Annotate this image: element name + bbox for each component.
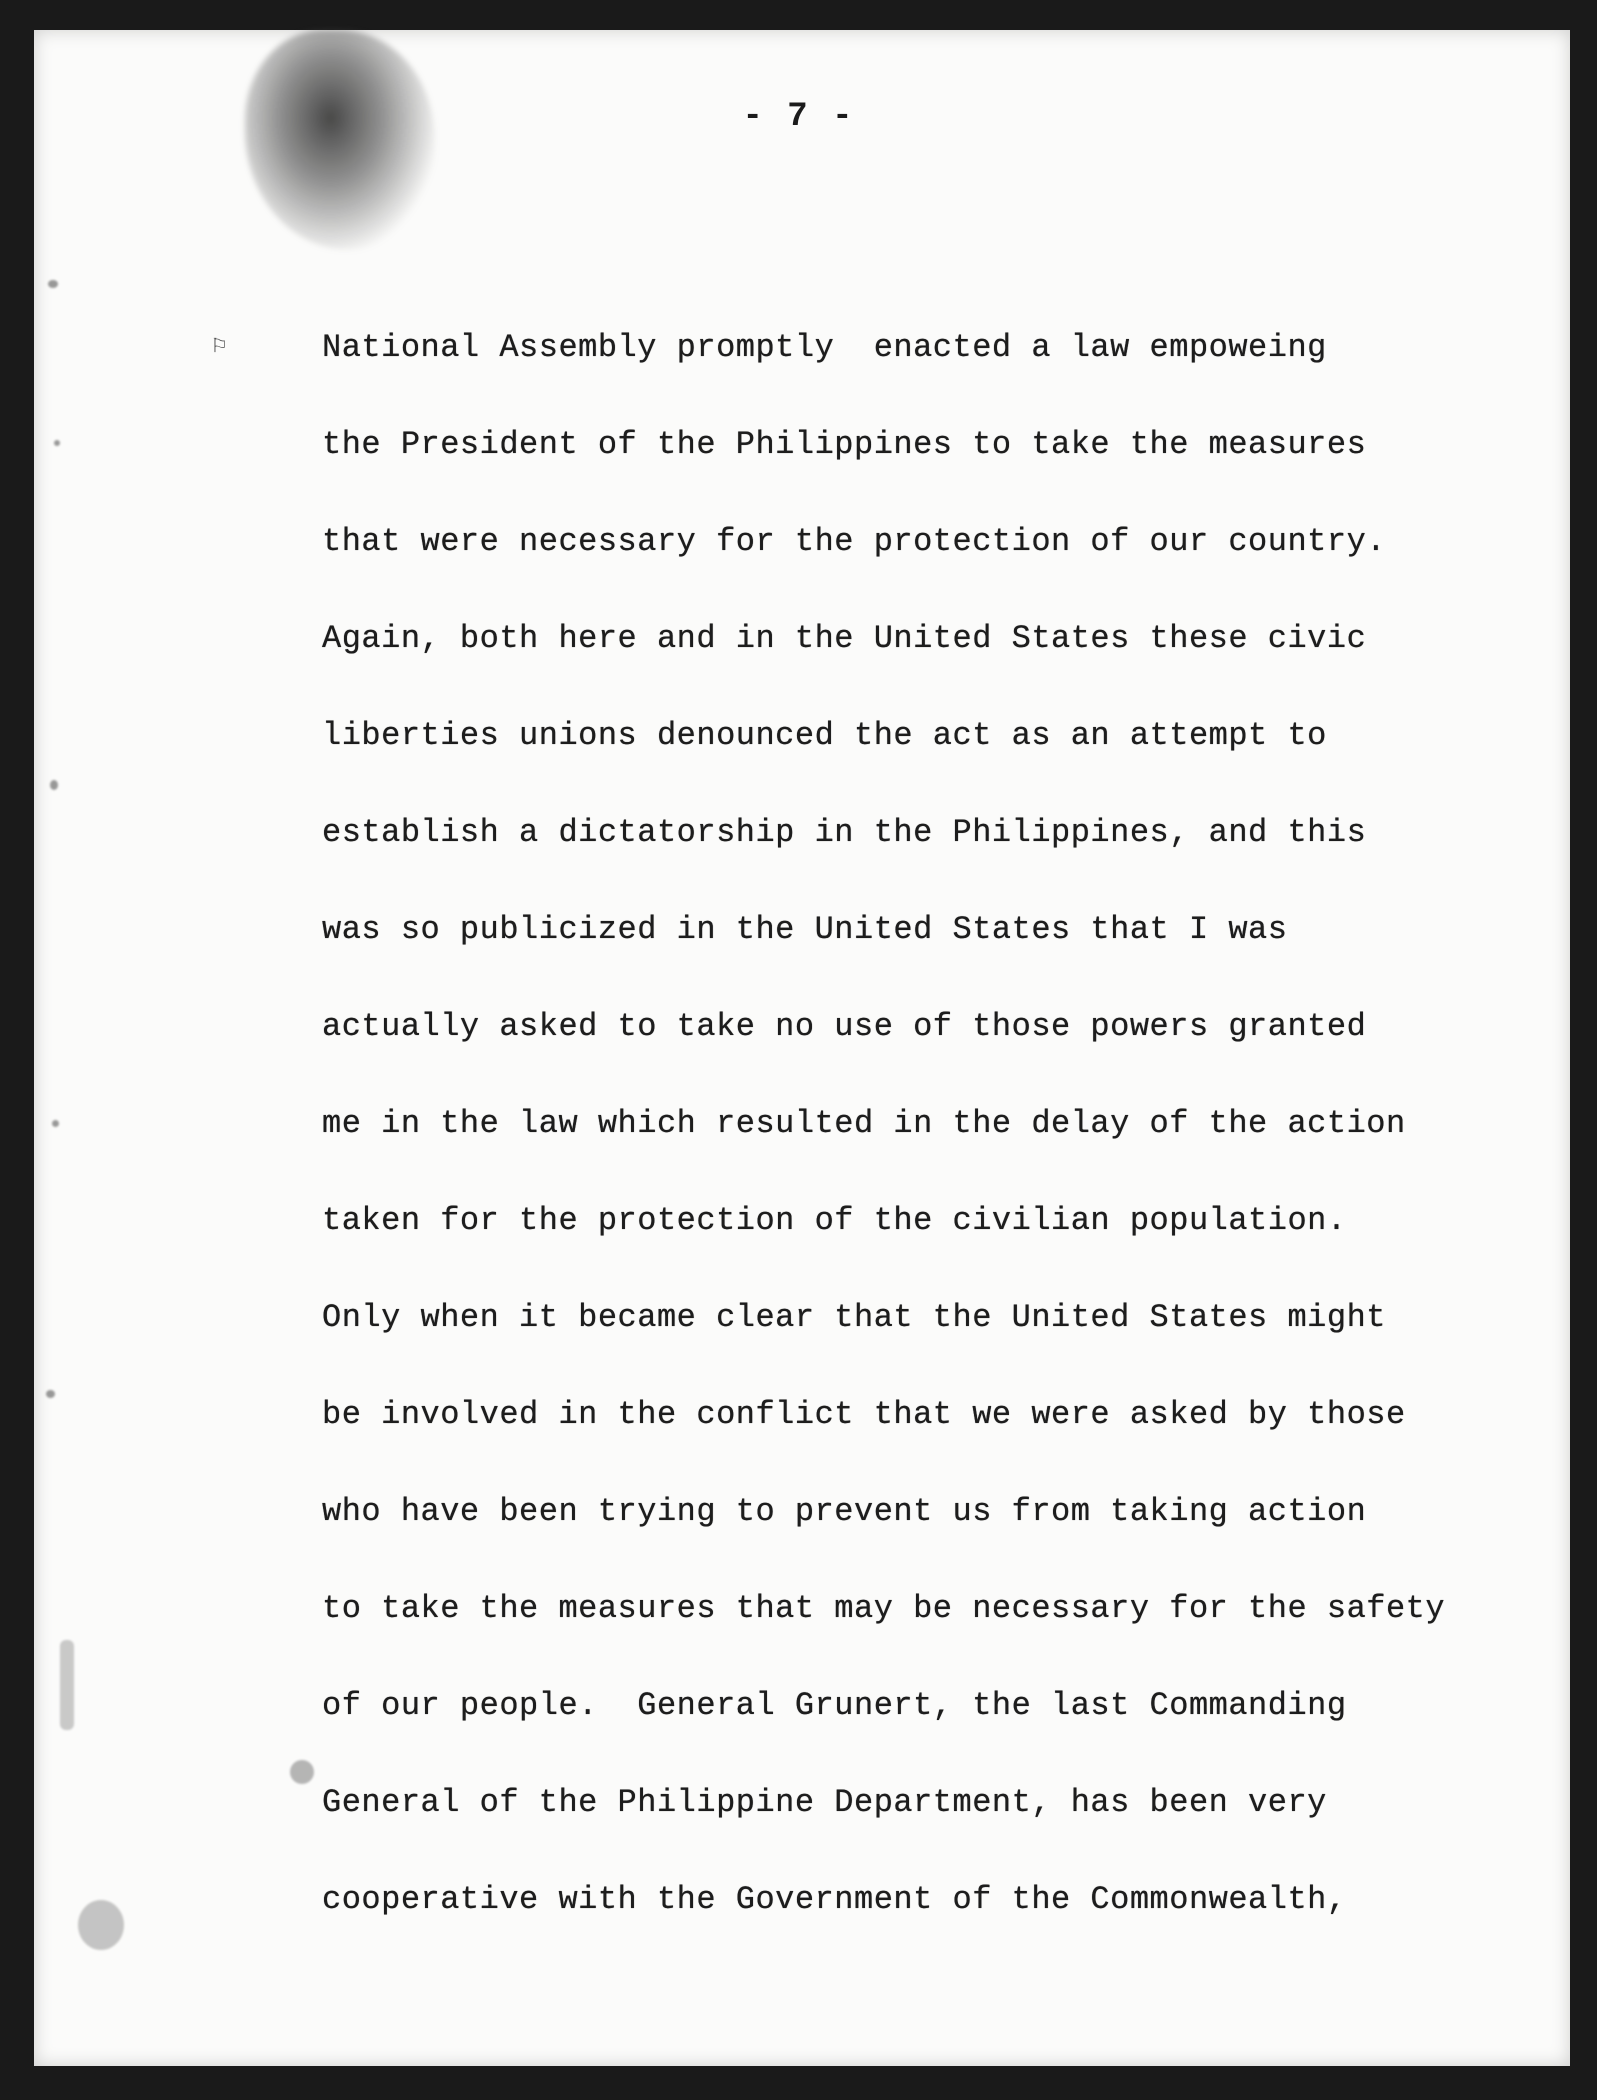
text-line: National Assembly promptly enacted a law empoweing bbox=[322, 329, 1327, 366]
text-line: Only when it became clear that the United States might bbox=[322, 1299, 1386, 1336]
margin-mark: ⚐ bbox=[212, 333, 227, 360]
text-line: actually asked to take no use of those powers granted bbox=[322, 1008, 1367, 1045]
text-line: was so publicized in the United States that I was bbox=[322, 911, 1288, 948]
page-number: - 7 - bbox=[742, 98, 855, 136]
text-line: that were necessary for the protection of our country. bbox=[322, 523, 1386, 560]
text-line: liberties unions denounced the act as an attempt to bbox=[322, 717, 1327, 754]
text-line: the President of the Philippines to take the measures bbox=[322, 426, 1367, 463]
text-line: General of the Philippine Department, has been very bbox=[322, 1784, 1327, 1821]
text-line: cooperative with the Government of the Commonwealth, bbox=[322, 1881, 1347, 1918]
letter-body-text bbox=[322, 330, 1472, 1979]
text-line: taken for the protection of the civilian population. bbox=[322, 1202, 1347, 1239]
margin-specks bbox=[40, 260, 150, 2010]
text-line: be involved in the conflict that we were asked by those bbox=[322, 1396, 1406, 1433]
text-line: Again, both here and in the United States these civic bbox=[322, 620, 1367, 657]
text-line: me in the law which resulted in the delay of the action bbox=[322, 1105, 1406, 1142]
text-line: who have been trying to prevent us from taking action bbox=[322, 1493, 1367, 1530]
text-line: establish a dictatorship in the Philippines, and this bbox=[322, 814, 1367, 851]
text-line: of our people. General Grunert, the last Commanding bbox=[322, 1687, 1347, 1724]
text-line: to take the measures that may be necessary for the safety bbox=[322, 1590, 1446, 1627]
